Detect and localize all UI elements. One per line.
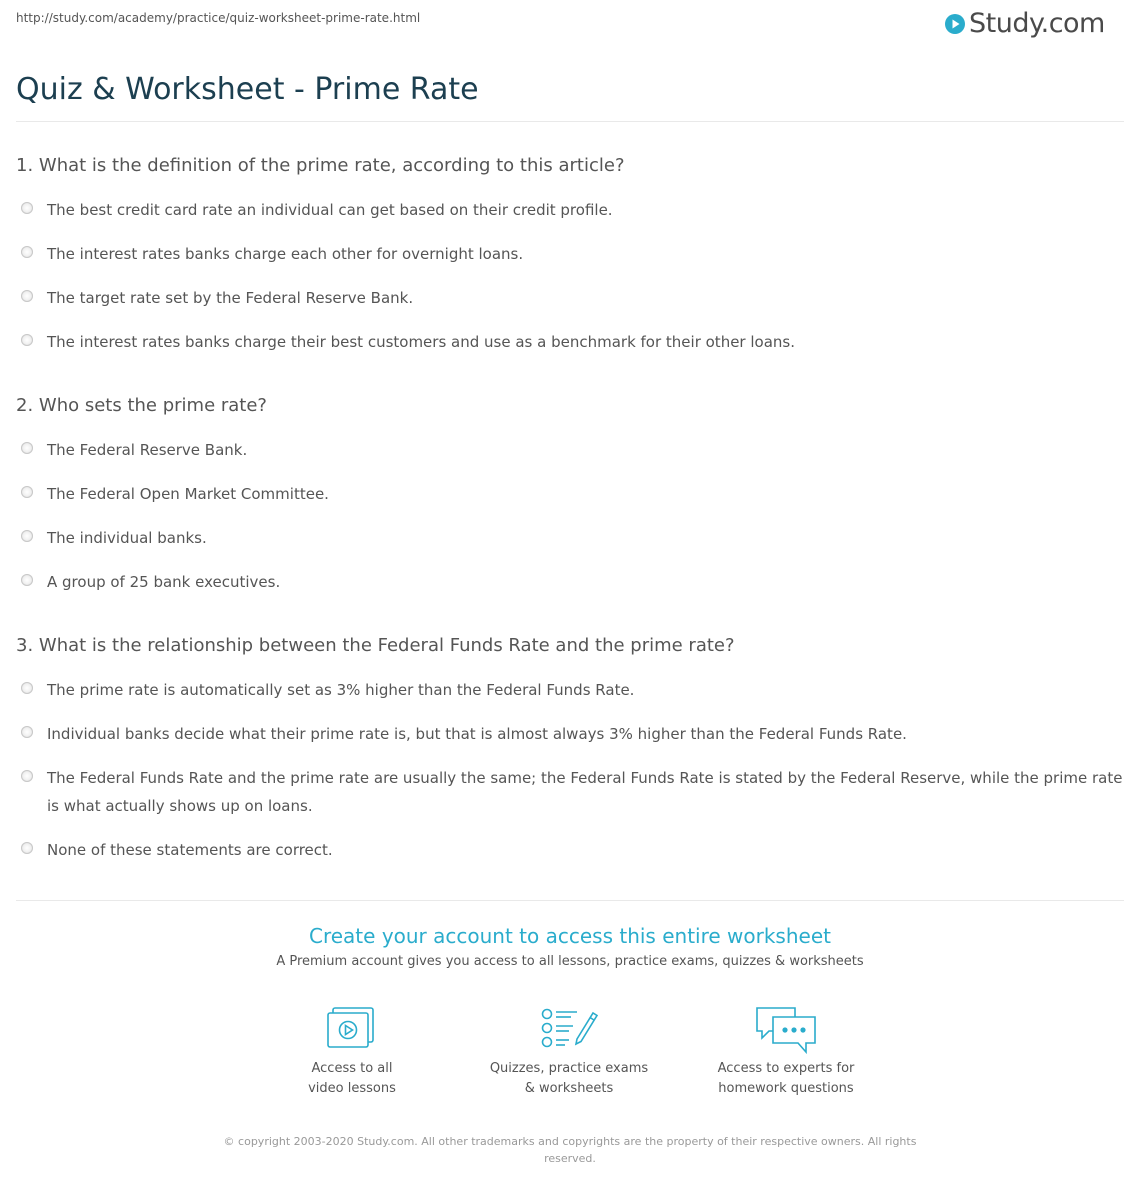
section-divider bbox=[16, 900, 1124, 901]
answer-text: The Federal Reserve Bank. bbox=[47, 441, 248, 459]
cta-heading-link[interactable]: Create your account to access this entire worksheet bbox=[309, 924, 831, 948]
answer-option[interactable] bbox=[21, 720, 1123, 748]
answer-option[interactable] bbox=[21, 328, 1123, 356]
radio-button[interactable] bbox=[21, 682, 33, 694]
answer-text: The individual banks. bbox=[47, 529, 207, 547]
answer-option[interactable] bbox=[21, 196, 1123, 224]
feature-label bbox=[686, 1059, 886, 1099]
play-logo-icon bbox=[944, 13, 966, 35]
answer-option[interactable] bbox=[21, 764, 1123, 820]
answer-option[interactable] bbox=[21, 240, 1123, 268]
radio-button[interactable] bbox=[21, 726, 33, 738]
feature-label bbox=[469, 1059, 669, 1099]
answer-option[interactable] bbox=[21, 524, 1123, 552]
radio-button[interactable] bbox=[21, 334, 33, 346]
copyright-line: reserved. bbox=[544, 1152, 596, 1165]
feature-quizzes bbox=[469, 1005, 669, 1099]
answer-option[interactable] bbox=[21, 284, 1123, 312]
radio-button[interactable] bbox=[21, 770, 33, 782]
answer-option[interactable] bbox=[21, 676, 1123, 704]
answer-text: The target rate set by the Federal Reserve Bank. bbox=[47, 289, 414, 307]
video-lessons-icon bbox=[325, 1005, 379, 1051]
answer-option[interactable] bbox=[21, 480, 1123, 508]
question-1: 1. What is the definition of the prime rate, according to this article? bbox=[16, 155, 625, 176]
answer-text: The interest rates banks charge each other for overnight loans. bbox=[47, 245, 524, 263]
answer-option[interactable] bbox=[21, 568, 1123, 596]
answer-text: A group of 25 bank executives. bbox=[47, 573, 281, 591]
answer-text: The interest rates banks charge their best customers and use as a benchmark for their other loans. bbox=[47, 333, 795, 351]
radio-button[interactable] bbox=[21, 290, 33, 302]
feature-label-line: & worksheets bbox=[524, 1081, 614, 1096]
feature-label-line: Quizzes, practice exams bbox=[489, 1061, 649, 1076]
quiz-checklist-icon bbox=[539, 1005, 599, 1051]
cta-subheading: A Premium account gives you access to all lessons, practice exams, quizzes & worksheets bbox=[276, 954, 864, 969]
chat-bubbles-icon bbox=[753, 1005, 819, 1055]
radio-button[interactable] bbox=[21, 530, 33, 542]
radio-button[interactable] bbox=[21, 842, 33, 854]
page-url: http://study.com/academy/practice/quiz-worksheet-prime-rate.html bbox=[16, 11, 421, 25]
logo-text: Study.com bbox=[969, 8, 1105, 39]
copyright-footer bbox=[215, 1133, 925, 1167]
feature-label-line: Access to experts for bbox=[717, 1061, 855, 1076]
question-2: 2. Who sets the prime rate? bbox=[16, 395, 267, 416]
radio-button[interactable] bbox=[21, 246, 33, 258]
question-3: 3. What is the relationship between the Federal Funds Rate and the prime rate? bbox=[16, 635, 735, 656]
radio-button[interactable] bbox=[21, 202, 33, 214]
answer-option[interactable] bbox=[21, 836, 1123, 864]
feature-label bbox=[252, 1059, 452, 1099]
feature-label-line: Access to all bbox=[311, 1061, 393, 1076]
copyright-line: © copyright 2003-2020 Study.com. All other trademarks and copyrights are the property of their respective owners. All rights bbox=[223, 1135, 917, 1148]
answer-text: The Federal Funds Rate and the prime rate are usually the same; the Federal Funds Rate is stated by the Federal Reserve, while the prime rate is what actually shows up on loans. bbox=[47, 769, 1123, 815]
feature-label-line: homework questions bbox=[718, 1081, 854, 1096]
answer-text: The prime rate is automatically set as 3% higher than the Federal Funds Rate. bbox=[47, 681, 635, 699]
answer-text: Individual banks decide what their prime rate is, but that is almost always 3% higher than the Federal Funds Rate. bbox=[47, 725, 907, 743]
feature-video-lessons bbox=[252, 1005, 452, 1099]
radio-button[interactable] bbox=[21, 486, 33, 498]
page-title: Quiz & Worksheet - Prime Rate bbox=[16, 72, 479, 107]
study-logo[interactable] bbox=[944, 8, 1105, 40]
title-divider bbox=[16, 121, 1124, 122]
radio-button[interactable] bbox=[21, 574, 33, 586]
answer-option[interactable] bbox=[21, 436, 1123, 464]
feature-experts bbox=[686, 1005, 886, 1099]
feature-label-line: video lessons bbox=[308, 1081, 396, 1096]
radio-button[interactable] bbox=[21, 442, 33, 454]
answer-text: None of these statements are correct. bbox=[47, 841, 333, 859]
answer-text: The Federal Open Market Committee. bbox=[47, 485, 329, 503]
answer-text: The best credit card rate an individual can get based on their credit profile. bbox=[47, 201, 613, 219]
